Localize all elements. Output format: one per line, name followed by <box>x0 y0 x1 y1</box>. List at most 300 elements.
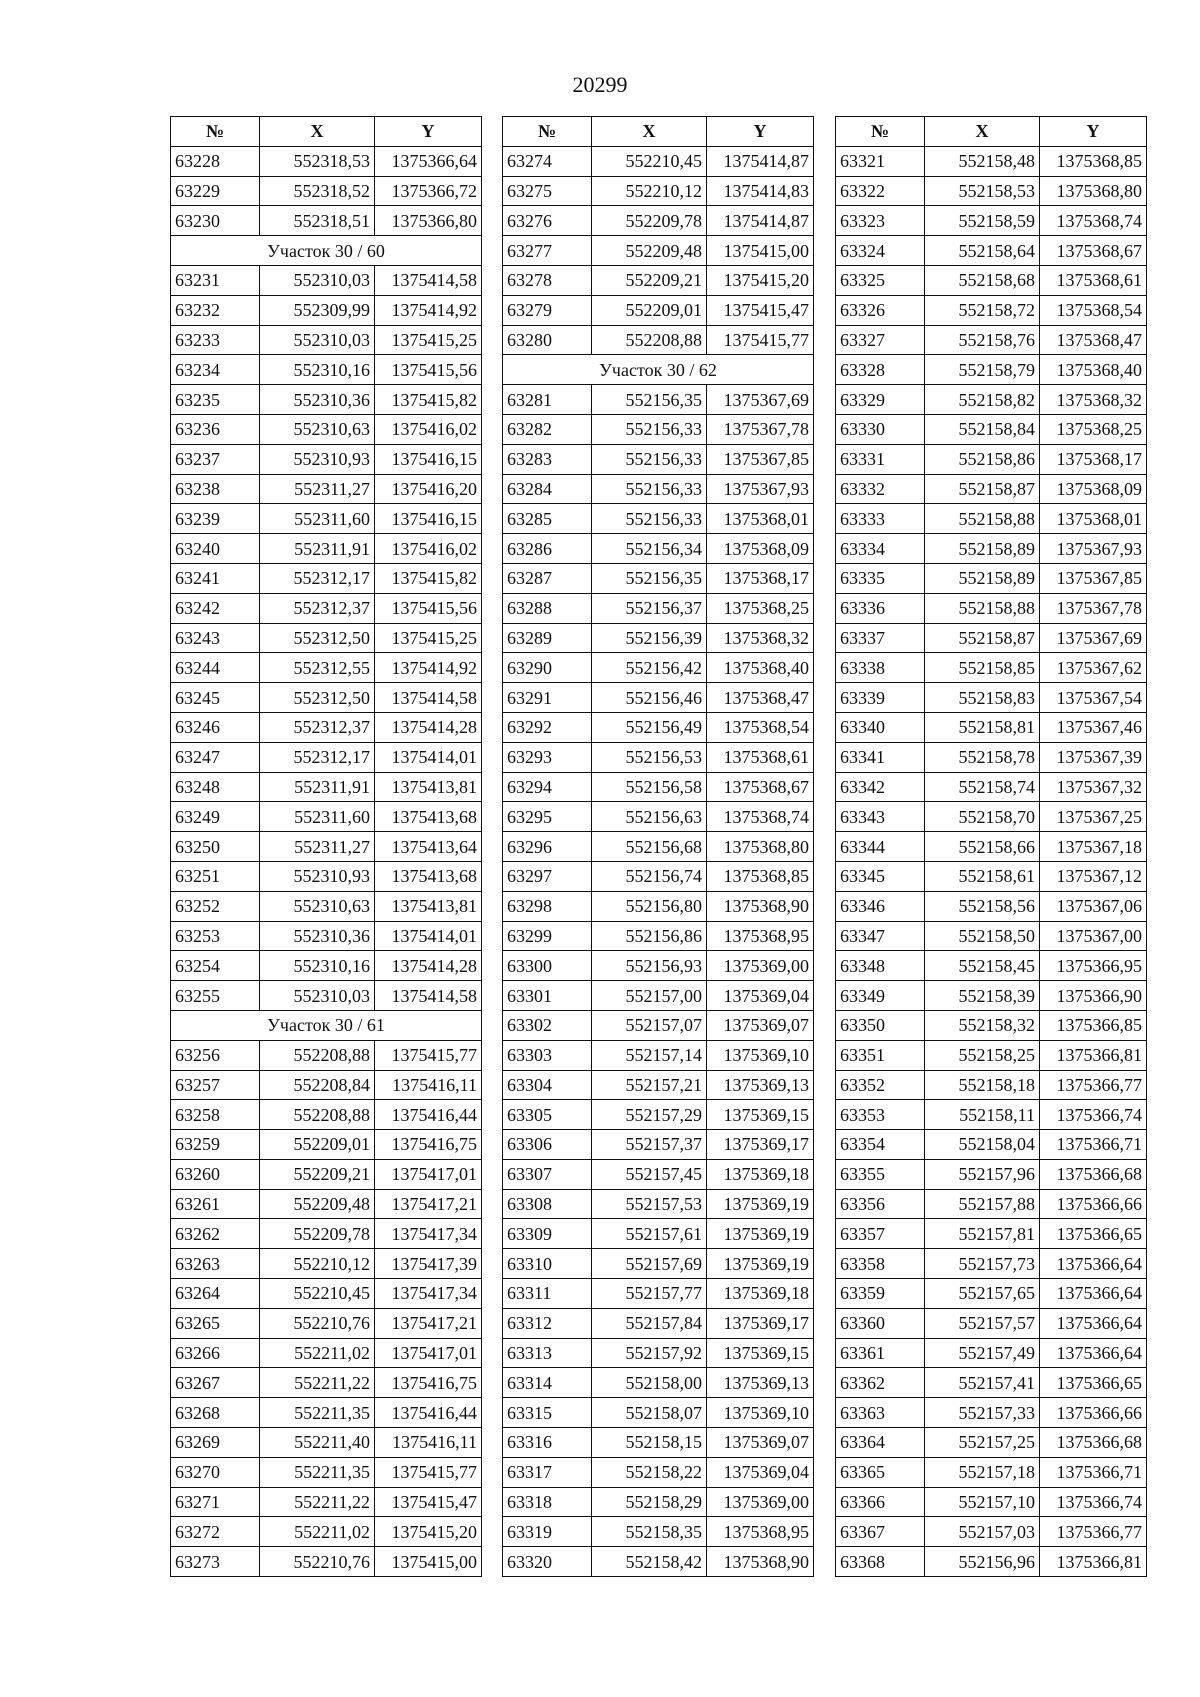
x-coordinate: 552158,15 <box>592 1428 707 1458</box>
x-coordinate: 552158,84 <box>925 414 1040 444</box>
table-row <box>503 712 814 742</box>
x-coordinate: 552211,40 <box>260 1428 375 1458</box>
x-coordinate: 552309,99 <box>260 295 375 325</box>
x-coordinate: 552158,70 <box>925 802 1040 832</box>
table-row <box>503 1487 814 1517</box>
y-coordinate: 1375417,01 <box>375 1159 482 1189</box>
x-coordinate: 552211,02 <box>260 1338 375 1368</box>
table-row <box>503 1517 814 1547</box>
y-coordinate: 1375366,81 <box>1040 1547 1147 1577</box>
y-coordinate: 1375366,68 <box>1040 1428 1147 1458</box>
table-row <box>171 385 482 415</box>
y-coordinate: 1375416,75 <box>375 1368 482 1398</box>
y-coordinate: 1375414,87 <box>707 146 814 176</box>
x-coordinate: 552157,77 <box>592 1279 707 1309</box>
table-row <box>503 1338 814 1368</box>
point-number: 63248 <box>171 772 260 802</box>
x-coordinate: 552209,21 <box>592 265 707 295</box>
x-coordinate: 552157,07 <box>592 1010 707 1040</box>
y-coordinate: 1375368,54 <box>1040 295 1147 325</box>
x-coordinate: 552157,29 <box>592 1100 707 1130</box>
x-coordinate: 552156,68 <box>592 832 707 862</box>
y-coordinate: 1375414,58 <box>375 683 482 713</box>
x-coordinate: 552158,87 <box>925 623 1040 653</box>
table-row <box>836 861 1147 891</box>
y-coordinate: 1375366,64 <box>1040 1249 1147 1279</box>
point-number: 63255 <box>171 981 260 1011</box>
table-row <box>171 683 482 713</box>
x-coordinate: 552157,92 <box>592 1338 707 1368</box>
table-row <box>836 1159 1147 1189</box>
point-number: 63355 <box>836 1159 925 1189</box>
y-coordinate: 1375367,32 <box>1040 772 1147 802</box>
table-row <box>171 742 482 772</box>
table-row <box>503 1547 814 1577</box>
table-row <box>503 1279 814 1309</box>
x-coordinate: 552312,17 <box>260 742 375 772</box>
point-number: 63310 <box>503 1249 592 1279</box>
point-number: 63279 <box>503 295 592 325</box>
point-number: 63367 <box>836 1517 925 1547</box>
point-number: 63316 <box>503 1428 592 1458</box>
point-number: 63359 <box>836 1279 925 1309</box>
y-coordinate: 1375366,85 <box>1040 1010 1147 1040</box>
point-number: 63243 <box>171 623 260 653</box>
point-number: 63231 <box>171 265 260 295</box>
x-coordinate: 552311,27 <box>260 474 375 504</box>
table-row <box>836 534 1147 564</box>
table-row <box>836 146 1147 176</box>
x-coordinate: 552158,04 <box>925 1130 1040 1160</box>
section-title: Участок 30 / 61 <box>171 1010 482 1040</box>
y-coordinate: 1375414,58 <box>375 981 482 1011</box>
point-number: 63326 <box>836 295 925 325</box>
y-coordinate: 1375368,95 <box>707 1517 814 1547</box>
y-coordinate: 1375369,04 <box>707 1457 814 1487</box>
table-row <box>836 355 1147 385</box>
point-number: 63258 <box>171 1100 260 1130</box>
point-number: 63233 <box>171 325 260 355</box>
point-number: 63339 <box>836 683 925 713</box>
table-row <box>503 1100 814 1130</box>
y-coordinate: 1375416,15 <box>375 444 482 474</box>
point-number: 63236 <box>171 414 260 444</box>
x-coordinate: 552156,35 <box>592 385 707 415</box>
x-coordinate: 552157,21 <box>592 1070 707 1100</box>
x-coordinate: 552156,80 <box>592 891 707 921</box>
point-number: 63304 <box>503 1070 592 1100</box>
table-row <box>503 683 814 713</box>
y-coordinate: 1375414,87 <box>707 206 814 236</box>
x-coordinate: 552157,73 <box>925 1249 1040 1279</box>
x-coordinate: 552209,78 <box>260 1219 375 1249</box>
table-row <box>171 1040 482 1070</box>
y-coordinate: 1375415,25 <box>375 325 482 355</box>
table-row <box>836 1308 1147 1338</box>
x-coordinate: 552210,12 <box>592 176 707 206</box>
point-number: 63347 <box>836 921 925 951</box>
table-row <box>503 891 814 921</box>
y-coordinate: 1375416,15 <box>375 504 482 534</box>
point-number: 63361 <box>836 1338 925 1368</box>
table-row <box>836 1368 1147 1398</box>
point-number: 63365 <box>836 1457 925 1487</box>
x-coordinate: 552311,60 <box>260 802 375 832</box>
x-coordinate: 552156,53 <box>592 742 707 772</box>
point-number: 63259 <box>171 1130 260 1160</box>
point-number: 63244 <box>171 653 260 683</box>
point-number: 63284 <box>503 474 592 504</box>
point-number: 63235 <box>171 385 260 415</box>
point-number: 63267 <box>171 1368 260 1398</box>
table-row <box>503 772 814 802</box>
y-coordinate: 1375366,65 <box>1040 1219 1147 1249</box>
point-number: 63253 <box>171 921 260 951</box>
x-coordinate: 552210,12 <box>260 1249 375 1279</box>
point-number: 63303 <box>503 1040 592 1070</box>
point-number: 63309 <box>503 1219 592 1249</box>
y-coordinate: 1375366,77 <box>1040 1517 1147 1547</box>
table-row <box>836 683 1147 713</box>
x-coordinate: 552158,45 <box>925 951 1040 981</box>
y-coordinate: 1375369,17 <box>707 1308 814 1338</box>
x-coordinate: 552312,50 <box>260 623 375 653</box>
point-number: 63342 <box>836 772 925 802</box>
table-row <box>836 1189 1147 1219</box>
y-coordinate: 1375368,67 <box>1040 236 1147 266</box>
y-coordinate: 1375417,39 <box>375 1249 482 1279</box>
point-number: 63324 <box>836 236 925 266</box>
x-coordinate: 552209,21 <box>260 1159 375 1189</box>
point-number: 63312 <box>503 1308 592 1338</box>
y-coordinate: 1375368,32 <box>707 623 814 653</box>
x-coordinate: 552158,39 <box>925 981 1040 1011</box>
point-number: 63338 <box>836 653 925 683</box>
table-row <box>171 1308 482 1338</box>
point-number: 63330 <box>836 414 925 444</box>
point-number: 63228 <box>171 146 260 176</box>
table-row <box>503 265 814 295</box>
y-coordinate: 1375366,66 <box>1040 1398 1147 1428</box>
point-number: 63246 <box>171 712 260 742</box>
section-title: Участок 30 / 62 <box>503 355 814 385</box>
header-row <box>171 117 482 147</box>
x-coordinate: 552208,84 <box>260 1070 375 1100</box>
header-number: № <box>503 117 592 147</box>
y-coordinate: 1375368,67 <box>707 772 814 802</box>
point-number: 63368 <box>836 1547 925 1577</box>
point-number: 63249 <box>171 802 260 832</box>
x-coordinate: 552158,72 <box>925 295 1040 325</box>
table-row <box>171 325 482 355</box>
x-coordinate: 552157,18 <box>925 1457 1040 1487</box>
point-number: 63319 <box>503 1517 592 1547</box>
table-row <box>836 1010 1147 1040</box>
point-number: 63282 <box>503 414 592 444</box>
x-coordinate: 552158,76 <box>925 325 1040 355</box>
point-number: 63333 <box>836 504 925 534</box>
point-number: 63242 <box>171 593 260 623</box>
table-row <box>836 891 1147 921</box>
y-coordinate: 1375366,64 <box>375 146 482 176</box>
x-coordinate: 552311,91 <box>260 534 375 564</box>
y-coordinate: 1375368,32 <box>1040 385 1147 415</box>
y-coordinate: 1375366,71 <box>1040 1457 1147 1487</box>
table-row <box>503 534 814 564</box>
y-coordinate: 1375368,74 <box>707 802 814 832</box>
table-row <box>836 1398 1147 1428</box>
point-number: 63348 <box>836 951 925 981</box>
y-coordinate: 1375366,90 <box>1040 981 1147 1011</box>
y-coordinate: 1375369,13 <box>707 1070 814 1100</box>
y-coordinate: 1375367,00 <box>1040 921 1147 951</box>
table-row <box>171 891 482 921</box>
y-coordinate: 1375369,13 <box>707 1368 814 1398</box>
x-coordinate: 552312,55 <box>260 653 375 683</box>
y-coordinate: 1375367,93 <box>707 474 814 504</box>
x-coordinate: 552310,03 <box>260 325 375 355</box>
y-coordinate: 1375366,80 <box>375 206 482 236</box>
x-coordinate: 552158,50 <box>925 921 1040 951</box>
y-coordinate: 1375414,92 <box>375 653 482 683</box>
table-row <box>836 1130 1147 1160</box>
x-coordinate: 552158,18 <box>925 1070 1040 1100</box>
y-coordinate: 1375367,62 <box>1040 653 1147 683</box>
table-row <box>836 236 1147 266</box>
table-row <box>836 385 1147 415</box>
x-coordinate: 552157,57 <box>925 1308 1040 1338</box>
table-row <box>171 653 482 683</box>
x-coordinate: 552156,37 <box>592 593 707 623</box>
x-coordinate: 552210,45 <box>592 146 707 176</box>
x-coordinate: 552156,74 <box>592 861 707 891</box>
table-row <box>836 1100 1147 1130</box>
table-row <box>503 1308 814 1338</box>
x-coordinate: 552211,35 <box>260 1398 375 1428</box>
table-row <box>503 385 814 415</box>
point-number: 63262 <box>171 1219 260 1249</box>
x-coordinate: 552210,45 <box>260 1279 375 1309</box>
y-coordinate: 1375366,81 <box>1040 1040 1147 1070</box>
point-number: 63329 <box>836 385 925 415</box>
y-coordinate: 1375366,95 <box>1040 951 1147 981</box>
point-number: 63234 <box>171 355 260 385</box>
point-number: 63241 <box>171 563 260 593</box>
x-coordinate: 552157,45 <box>592 1159 707 1189</box>
y-coordinate: 1375414,01 <box>375 742 482 772</box>
table-row <box>503 414 814 444</box>
y-coordinate: 1375415,56 <box>375 355 482 385</box>
point-number: 63327 <box>836 325 925 355</box>
table-row <box>171 593 482 623</box>
x-coordinate: 552156,35 <box>592 563 707 593</box>
table-row <box>503 981 814 1011</box>
x-coordinate: 552156,33 <box>592 414 707 444</box>
point-number: 63281 <box>503 385 592 415</box>
table-row <box>836 712 1147 742</box>
point-number: 63295 <box>503 802 592 832</box>
y-coordinate: 1375369,17 <box>707 1130 814 1160</box>
x-coordinate: 552310,16 <box>260 355 375 385</box>
y-coordinate: 1375367,69 <box>1040 623 1147 653</box>
table-row <box>171 1547 482 1577</box>
y-coordinate: 1375415,82 <box>375 385 482 415</box>
table-row <box>503 1219 814 1249</box>
point-number: 63240 <box>171 534 260 564</box>
y-coordinate: 1375367,93 <box>1040 534 1147 564</box>
table-row <box>836 951 1147 981</box>
point-number: 63283 <box>503 444 592 474</box>
table-row <box>836 1428 1147 1458</box>
table-row <box>503 623 814 653</box>
table-row <box>171 712 482 742</box>
point-number: 63363 <box>836 1398 925 1428</box>
table-row <box>503 1130 814 1160</box>
y-coordinate: 1375415,20 <box>707 265 814 295</box>
y-coordinate: 1375368,01 <box>1040 504 1147 534</box>
x-coordinate: 552211,22 <box>260 1487 375 1517</box>
table-row <box>171 504 482 534</box>
x-coordinate: 552157,81 <box>925 1219 1040 1249</box>
y-coordinate: 1375368,61 <box>707 742 814 772</box>
y-coordinate: 1375369,19 <box>707 1189 814 1219</box>
y-coordinate: 1375415,77 <box>707 325 814 355</box>
point-number: 63300 <box>503 951 592 981</box>
header-row <box>503 117 814 147</box>
y-coordinate: 1375368,90 <box>707 1547 814 1577</box>
point-number: 63264 <box>171 1279 260 1309</box>
table-row <box>171 1219 482 1249</box>
point-number: 63299 <box>503 921 592 951</box>
table-row <box>171 1338 482 1368</box>
table-row <box>171 1189 482 1219</box>
header-x: X <box>925 117 1040 147</box>
x-coordinate: 552157,03 <box>925 1517 1040 1547</box>
y-coordinate: 1375416,11 <box>375 1070 482 1100</box>
table-row <box>503 236 814 266</box>
y-coordinate: 1375414,58 <box>375 265 482 295</box>
table-row <box>836 1547 1147 1577</box>
table-row <box>503 921 814 951</box>
table-row <box>503 1070 814 1100</box>
table-row <box>171 1517 482 1547</box>
y-coordinate: 1375368,40 <box>707 653 814 683</box>
y-coordinate: 1375413,64 <box>375 832 482 862</box>
y-coordinate: 1375414,28 <box>375 951 482 981</box>
section-row <box>171 236 482 266</box>
table-row <box>836 444 1147 474</box>
table-row <box>836 1487 1147 1517</box>
point-number: 63334 <box>836 534 925 564</box>
x-coordinate: 552209,01 <box>592 295 707 325</box>
y-coordinate: 1375415,20 <box>375 1517 482 1547</box>
table-row <box>171 1279 482 1309</box>
point-number: 63280 <box>503 325 592 355</box>
table-row <box>503 951 814 981</box>
y-coordinate: 1375367,54 <box>1040 683 1147 713</box>
table-row <box>836 981 1147 1011</box>
x-coordinate: 552208,88 <box>260 1100 375 1130</box>
y-coordinate: 1375368,47 <box>1040 325 1147 355</box>
header-y: Y <box>375 117 482 147</box>
x-coordinate: 552158,56 <box>925 891 1040 921</box>
x-coordinate: 552158,48 <box>925 146 1040 176</box>
table-row <box>836 653 1147 683</box>
table-row <box>171 1368 482 1398</box>
y-coordinate: 1375368,85 <box>1040 146 1147 176</box>
y-coordinate: 1375368,17 <box>1040 444 1147 474</box>
point-number: 63275 <box>503 176 592 206</box>
point-number: 63331 <box>836 444 925 474</box>
point-number: 63250 <box>171 832 260 862</box>
y-coordinate: 1375366,64 <box>1040 1338 1147 1368</box>
table-row <box>171 295 482 325</box>
x-coordinate: 552158,86 <box>925 444 1040 474</box>
y-coordinate: 1375414,28 <box>375 712 482 742</box>
point-number: 63325 <box>836 265 925 295</box>
point-number: 63362 <box>836 1368 925 1398</box>
coordinates-table-2 <box>502 116 814 1577</box>
table-row <box>836 504 1147 534</box>
point-number: 63323 <box>836 206 925 236</box>
y-coordinate: 1375369,18 <box>707 1279 814 1309</box>
x-coordinate: 552310,03 <box>260 981 375 1011</box>
table-row <box>171 563 482 593</box>
point-number: 63251 <box>171 861 260 891</box>
x-coordinate: 552210,76 <box>260 1308 375 1338</box>
x-coordinate: 552158,83 <box>925 683 1040 713</box>
table-row <box>171 1249 482 1279</box>
x-coordinate: 552310,63 <box>260 891 375 921</box>
point-number: 63336 <box>836 593 925 623</box>
point-number: 63305 <box>503 1100 592 1130</box>
x-coordinate: 552157,14 <box>592 1040 707 1070</box>
point-number: 63270 <box>171 1457 260 1487</box>
table-row <box>836 474 1147 504</box>
point-number: 63268 <box>171 1398 260 1428</box>
y-coordinate: 1375413,81 <box>375 772 482 802</box>
x-coordinate: 552158,79 <box>925 355 1040 385</box>
table-row <box>836 1457 1147 1487</box>
point-number: 63306 <box>503 1130 592 1160</box>
table-row <box>171 414 482 444</box>
point-number: 63301 <box>503 981 592 1011</box>
point-number: 63287 <box>503 563 592 593</box>
y-coordinate: 1375367,85 <box>707 444 814 474</box>
x-coordinate: 552158,64 <box>925 236 1040 266</box>
y-coordinate: 1375369,19 <box>707 1249 814 1279</box>
point-number: 63256 <box>171 1040 260 1070</box>
x-coordinate: 552310,93 <box>260 444 375 474</box>
table-row <box>836 1219 1147 1249</box>
x-coordinate: 552311,27 <box>260 832 375 862</box>
point-number: 63278 <box>503 265 592 295</box>
y-coordinate: 1375368,17 <box>707 563 814 593</box>
table-row <box>836 1249 1147 1279</box>
y-coordinate: 1375366,65 <box>1040 1368 1147 1398</box>
y-coordinate: 1375416,20 <box>375 474 482 504</box>
point-number: 63298 <box>503 891 592 921</box>
point-number: 63321 <box>836 146 925 176</box>
x-coordinate: 552157,33 <box>925 1398 1040 1428</box>
table-row <box>171 1070 482 1100</box>
x-coordinate: 552209,48 <box>260 1189 375 1219</box>
x-coordinate: 552156,63 <box>592 802 707 832</box>
x-coordinate: 552157,49 <box>925 1338 1040 1368</box>
x-coordinate: 552310,63 <box>260 414 375 444</box>
x-coordinate: 552157,88 <box>925 1189 1040 1219</box>
x-coordinate: 552156,96 <box>925 1547 1040 1577</box>
